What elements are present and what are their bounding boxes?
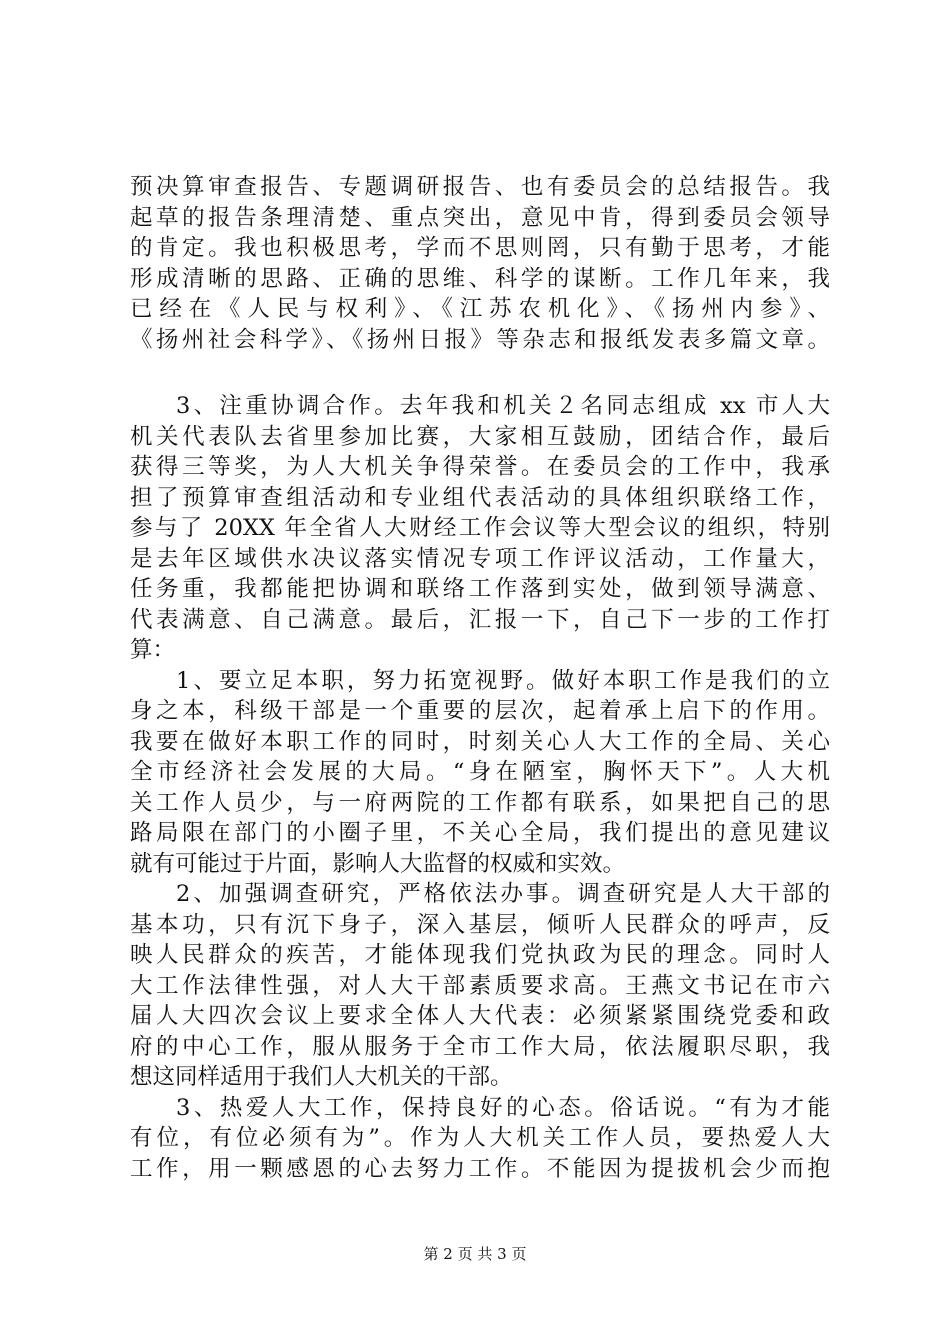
text-line: 任务重，我都能把协调和联络工作落到实处，做到领导满意、 — [130, 576, 830, 602]
text-line: 算： — [130, 637, 176, 663]
text-line: 起草的报告条理清楚、重点突出，意见中肯，得到委员会领导 — [130, 204, 830, 231]
text-line: 届人大四次会议上要求全体人大代表：必须紧紧围绕党委和政 — [130, 1003, 830, 1029]
text-line: 有位，有位必须有为”。作为人大机关工作人员，要热爱人大 — [130, 1125, 830, 1151]
text-line: 想这同样适用于我们人大机关的干部。 — [130, 1064, 513, 1090]
text-line: 工作，用一颗感恩的心去努力工作。不能因为提拔机会少而抱 — [130, 1155, 830, 1182]
text-line: 已经在《人民与权利》、《江苏农机化》、《扬州内参》、 — [130, 296, 830, 322]
page-footer — [0, 1244, 950, 1264]
text-line: 的肯定。我也积极思考，学而不思则罔，只有勤于思考，才能 — [130, 235, 830, 261]
text-line: 形成清晰的思路、正确的思维、科学的谋断。工作几年来，我 — [130, 265, 830, 292]
text-line: 基本功，只有沉下身子，深入基层，倾听人民群众的呼声，反 — [130, 911, 830, 938]
text-line: 关工作人员少，与一府两院的工作都有联系，如果把自己的思 — [130, 789, 830, 816]
paragraph-start-line: 1、要立足本职，努力拓宽视野。做好本职工作是我们的立 — [176, 667, 830, 694]
document-body — [130, 172, 830, 1184]
paragraph-start-line: 3、热爱人大工作，保持良好的心态。俗话说。“有为才能 — [176, 1094, 830, 1121]
text-line: 府的中心工作，服从服务于全市工作大局，依法履职尽职，我 — [130, 1033, 830, 1060]
text-line: 身之本，科级干部是一个重要的层次，起着承上启下的作用。 — [130, 698, 830, 724]
text-line: 全市经济社会发展的大局。“身在陋室，胸怀天下”。人大机 — [130, 759, 830, 785]
text-line: 路局限在部门的小圈子里，不关心全局，我们提出的意见建议 — [130, 820, 830, 846]
text-line: 机关代表队去省里参加比赛，大家相互鼓励，团结合作，最后 — [130, 423, 830, 450]
text-line: 获得三等奖，为人大机关争得荣誉。在委员会的工作中，我承 — [130, 454, 830, 480]
text-line: 《扬州社会科学》、《扬州日报》等杂志和报纸发表多篇文章。 — [130, 326, 830, 353]
paragraph-start-line: 3、注重协调合作。去年我和机关２名同志组成 xx 市人大 — [176, 393, 830, 419]
text-line: 映人民群众的疾苦，才能体现我们党执政为民的理念。同时人 — [130, 942, 830, 968]
text-line: 预决算审查报告、专题调研报告、也有委员会的总结报告。我 — [130, 174, 830, 200]
text-line: 担了预算审查组活动和专业组代表活动的具体组织联络工作， — [130, 484, 830, 511]
page-number-label: 第 2 页 共 3 页 — [423, 1245, 527, 1263]
text-line: 我要在做好本职工作的同时，时刻关心人大工作的全局、关心 — [130, 728, 830, 755]
text-line: 是去年区域供水决议落实情况专项工作评议活动，工作量大， — [130, 545, 830, 572]
text-line: 大工作法律性强，对人大干部素质要求高。王燕文书记在市六 — [130, 972, 830, 999]
text-line: 就有可能过于片面，影响人大监督的权威和实效。 — [130, 850, 626, 877]
text-line: 代表满意、自己满意。最后，汇报一下，自己下一步的工作打 — [130, 606, 830, 633]
text-line: 参与了 20XX 年全省人大财经工作会议等大型会议的组织，特别 — [130, 515, 830, 541]
paragraph-start-line: 2、加强调查研究，严格依法办事。调查研究是人大干部的 — [176, 881, 830, 907]
paragraph-gap — [130, 355, 830, 391]
